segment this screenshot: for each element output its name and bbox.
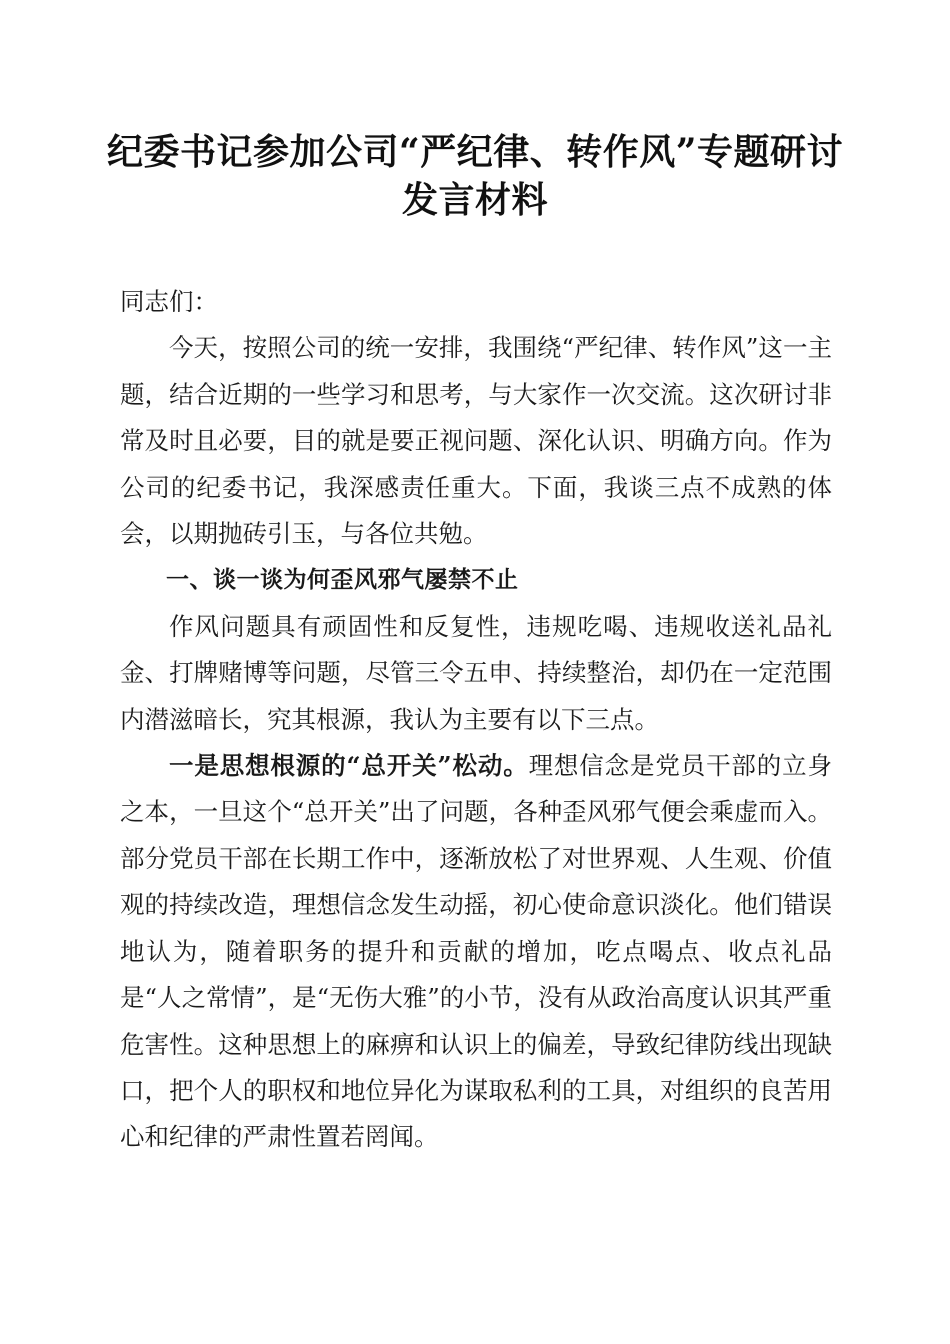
paragraph-intro: 今天，按照公司的统一安排，我围绕“严纪律、转作风”这一主题，结合近期的一些学习和思考，与大家作一次交流。这次研讨非常及时且必要，目的就是要正视问题、深化认识、明确方向。作为公司的纪委书记，我深感责任重大。下面，我谈三点不成熟的体会，以期抛砖引玉，与各位共勉。: [120, 333, 832, 549]
paragraph-point-1-text: 理想信念是党员干部的立身之本，一旦这个“总开关”出了问题，各种歪风邪气便会乘虚而入。部分党员干部在长期工作中，逐渐放松了对世界观、人生观、价值观的持续改造，理想信念发生动摇，初心使命意识淡化。他们错误地认为，随着职务的提升和贡献的增加，吃点喝点、收点礼品是“人之常情”，是“无伤大雅”的小节，没有从政治高度认识其严重危害性。这种思想上的麻痹和认识上的偏差，导致纪律防线出现缺口，把个人的职权和地位异化为谋取私利的工具，对组织的良苦用心和纪律的严肃性置若罔闻。: [120, 751, 833, 1152]
salutation: 同志们：: [120, 287, 218, 316]
section-heading-1: 一、谈一谈为何歪风邪气屡禁不止: [166, 567, 519, 594]
document-title: 纪委书记参加公司“严纪律、转作风”专题研讨发言材料: [107, 131, 843, 221]
paragraph-point-1: [120, 743, 832, 1161]
document-body: [120, 279, 832, 1161]
paragraph-point-1-lead: 一是思想根源的“总开关”松动。: [169, 751, 529, 781]
paragraph-section-1-intro: 作风问题具有顽固性和反复性，违规吃喝、违规收送礼品礼金、打牌赌博等问题，尽管三令五申、持续整治，却仍在一定范围内潜滋暗长，究其根源，我认为主要有以下三点。: [120, 611, 832, 734]
